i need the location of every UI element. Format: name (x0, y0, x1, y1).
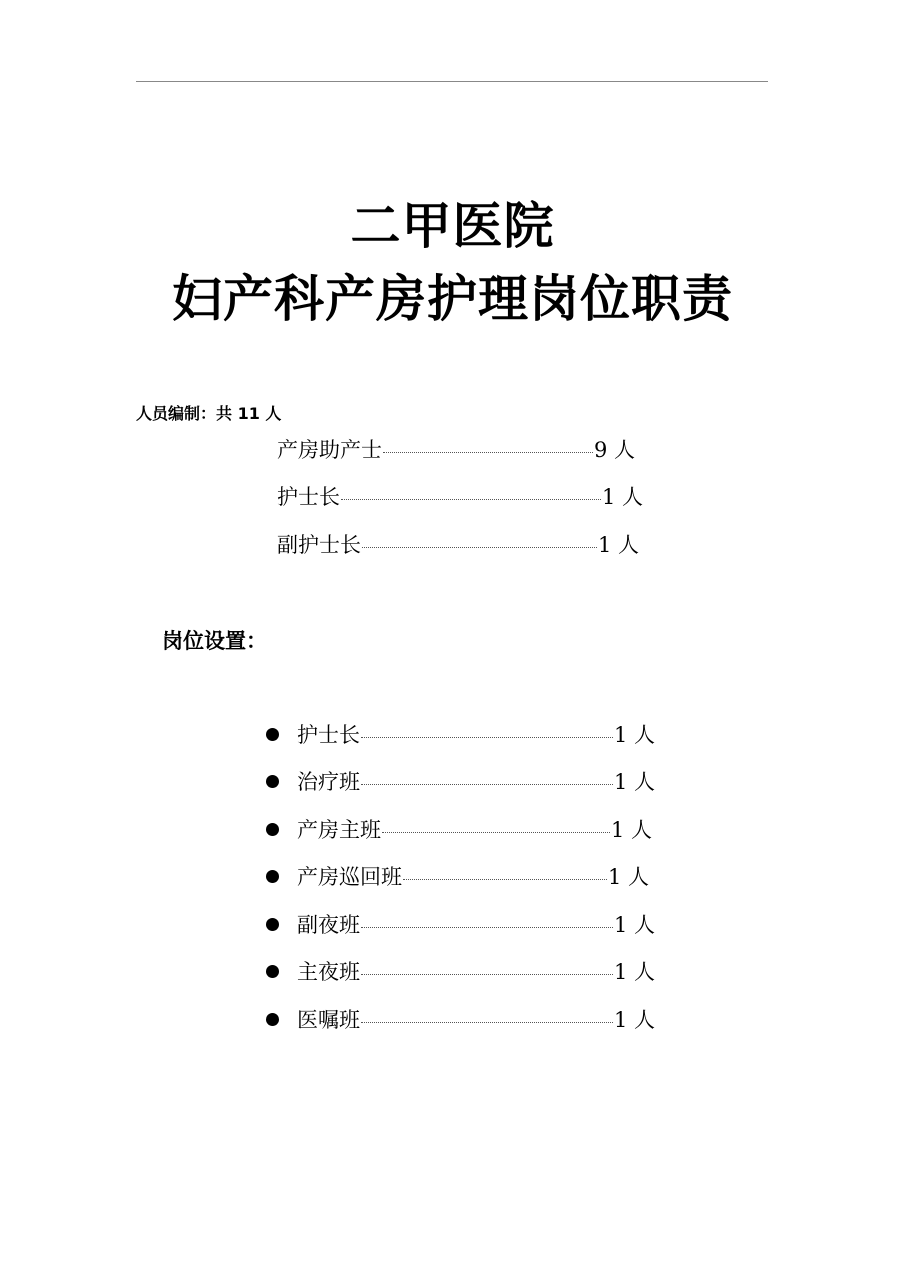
post-item (297, 957, 655, 987)
bullet-icon (266, 870, 279, 883)
staffing-heading: 人员编制：共 11 人 (136, 404, 282, 423)
bullet-icon (266, 1013, 279, 1026)
bullet-icon (266, 728, 279, 741)
post-item-count: 1 人 (610, 818, 652, 842)
staffing-item-count: 9 人 (593, 438, 635, 462)
post-item (297, 815, 652, 845)
staffing-item-count: 1 人 (597, 533, 639, 557)
post-item-label: 治疗班 (297, 770, 360, 794)
post-item-count: 1 人 (613, 913, 655, 937)
dotted-leader (361, 784, 613, 785)
post-item (297, 910, 655, 940)
post-item (297, 862, 649, 892)
dotted-leader (361, 974, 613, 975)
dotted-leader (403, 879, 607, 880)
bullet-icon (266, 823, 279, 836)
bullet-icon (266, 965, 279, 978)
post-item-label: 医嘱班 (297, 1008, 360, 1032)
dotted-leader (361, 1022, 613, 1023)
post-item-label: 主夜班 (297, 960, 360, 984)
dotted-leader (361, 927, 613, 928)
post-item-count: 1 人 (607, 865, 649, 889)
post-item (297, 767, 655, 797)
dotted-leader (361, 737, 613, 738)
post-item-count: 1 人 (613, 770, 655, 794)
dotted-leader (341, 499, 601, 500)
staffing-item (277, 482, 643, 512)
staffing-item-label: 副护士长 (277, 533, 361, 557)
dotted-leader (383, 452, 593, 453)
dotted-leader (382, 832, 610, 833)
bullet-icon (266, 918, 279, 931)
staffing-item (277, 530, 639, 560)
staffing-item-count: 1 人 (601, 485, 643, 509)
post-item-label: 护士长 (297, 723, 360, 747)
staffing-item-label: 护士长 (277, 485, 340, 509)
dotted-leader (362, 547, 597, 548)
post-item-label: 副夜班 (297, 913, 360, 937)
post-item (297, 720, 655, 750)
staffing-item (277, 435, 635, 465)
post-item-count: 1 人 (613, 1008, 655, 1032)
header-rule (136, 81, 768, 82)
post-item-label: 产房主班 (297, 818, 381, 842)
bullet-icon (266, 775, 279, 788)
document-title-line2: 妇产科产房护理岗位职责 (172, 270, 733, 328)
post-item-count: 1 人 (613, 723, 655, 747)
document-title-line1: 二甲医院 (350, 197, 555, 255)
post-item-label: 产房巡回班 (297, 865, 402, 889)
post-item (297, 1005, 655, 1035)
staffing-item-label: 产房助产士 (277, 438, 382, 462)
post-item-count: 1 人 (613, 960, 655, 984)
posts-heading: 岗位设置： (162, 629, 267, 653)
